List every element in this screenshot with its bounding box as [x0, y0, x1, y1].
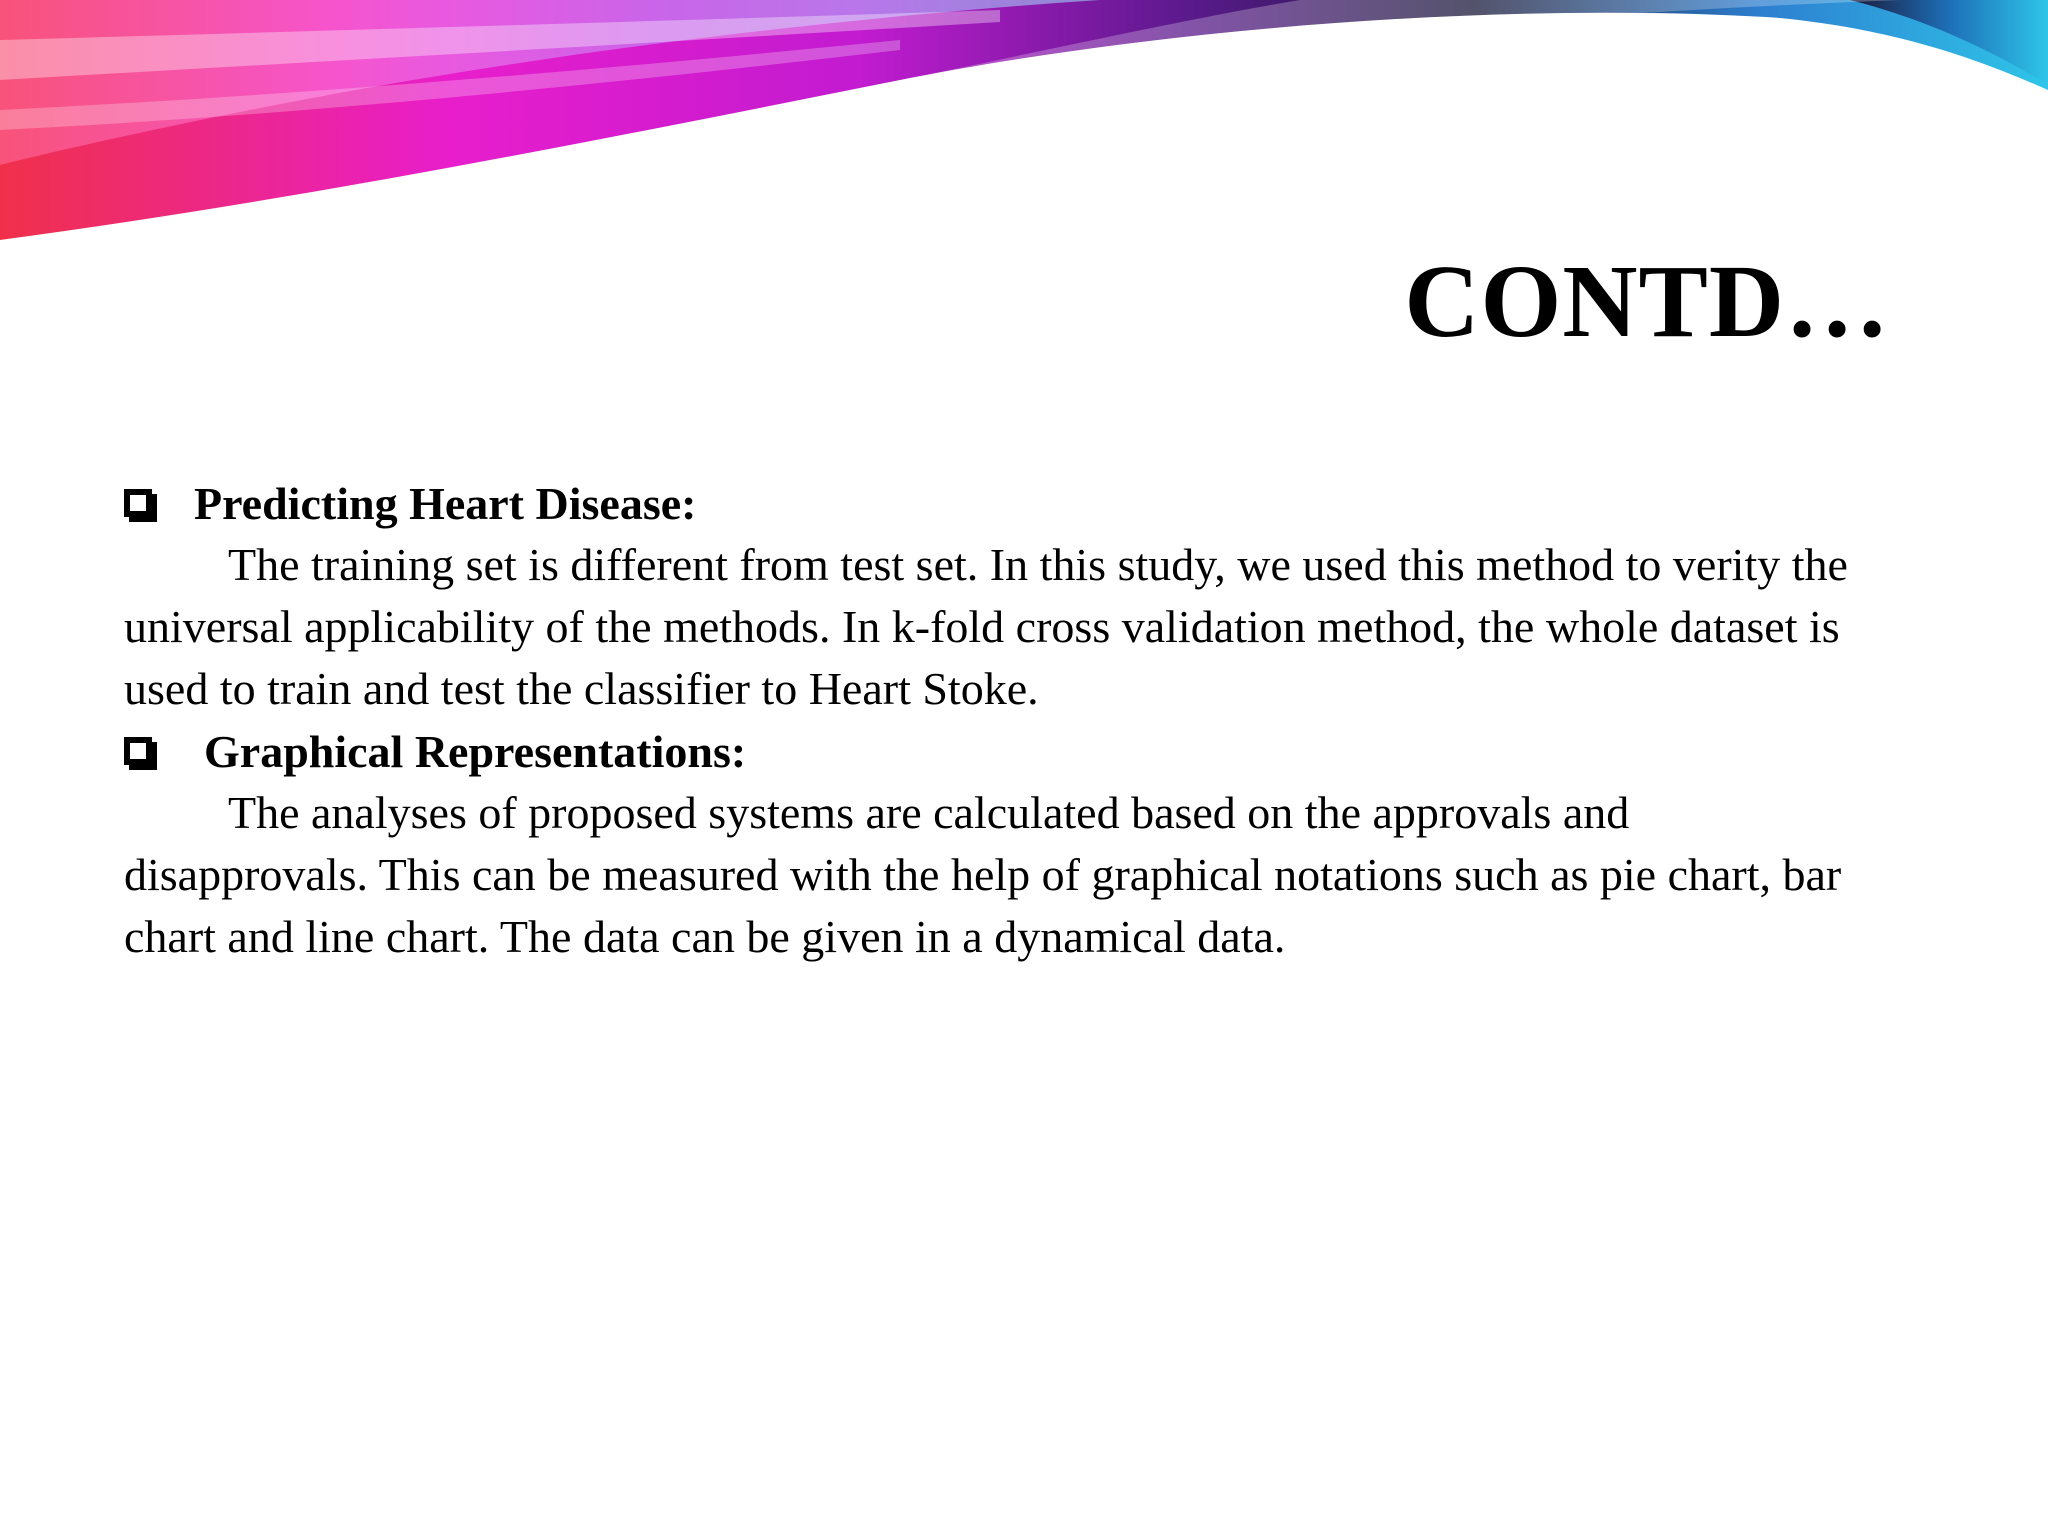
slide-content [124, 472, 1884, 968]
section-body: The training set is different from test set. In this study, we used this method to verity the universal applicability of the methods. In k-fold cross validation method, the whole dataset is used to train and test the classifier to Heart Stoke. [124, 539, 1848, 714]
bullet-heading-graphical [124, 720, 1884, 782]
hollow-square-bullet-icon [124, 489, 152, 517]
hollow-square-bullet-icon [124, 737, 152, 765]
section-body: The analyses of proposed systems are calculated based on the approvals and disapprovals. This can be measured with the help of graphical notations such as pie chart, bar chart and line chart. The data can be given in a dynamical data. [124, 787, 1842, 962]
section-heading: Graphical Representations: [204, 725, 747, 777]
slide-title: CONTD… [1404, 244, 1890, 359]
color-swoosh-banner [0, 0, 2048, 260]
bullet-heading-predicting [124, 472, 1884, 534]
section-heading: Predicting Heart Disease: [194, 477, 697, 529]
